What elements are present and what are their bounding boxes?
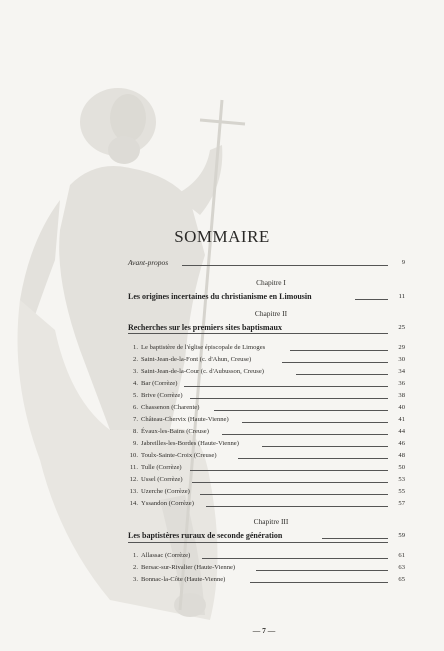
item-number: 1. [133, 552, 138, 559]
item-label: Tulle (Corrèze) [141, 464, 182, 471]
chapter-rule [128, 333, 388, 334]
item-label: Bonnac-la-Côte (Haute-Vienne) [141, 576, 226, 583]
page-number: 63 [398, 564, 405, 571]
leader-line [322, 538, 388, 539]
item-number: 7. [133, 416, 138, 423]
item-label: Brive (Corrèze) [141, 392, 183, 399]
chapter-label: Chapitre III [253, 517, 289, 526]
leader-line [242, 422, 388, 423]
toc-entry[interactable] [0, 573, 444, 586]
leader-line [282, 362, 388, 363]
page-number: 38 [398, 392, 405, 399]
toc-entry-intro[interactable] [0, 256, 444, 269]
leader-line [184, 386, 388, 387]
page-title: SOMMAIRE [174, 227, 270, 246]
item-number: 2. [133, 356, 138, 363]
item-number: 8. [133, 428, 138, 435]
page-number: 11 [398, 293, 405, 300]
chapter-heading: Les origines incertaines du christianisme en Limousin [128, 292, 312, 301]
page-number: 29 [398, 344, 405, 351]
page-number: 34 [398, 368, 405, 375]
page-number: 25 [398, 324, 405, 331]
item-label: Saint-Jean-de-la-Cour (c. d'Aubusson, Creuse) [141, 368, 264, 375]
leader-line [262, 446, 388, 447]
page-number: 53 [398, 476, 405, 483]
item-number: 6. [133, 404, 138, 411]
item-number: 4. [133, 380, 138, 387]
leader-line [290, 350, 388, 351]
chapter-label: Chapitre II [254, 309, 288, 318]
page-number: 50 [398, 464, 405, 471]
page-number: 57 [398, 500, 405, 507]
toc-chapter-heading[interactable] [0, 529, 444, 542]
item-number: 13. [129, 488, 138, 495]
item-number: 3. [133, 576, 138, 583]
leader-line [190, 398, 388, 399]
page-number: 48 [398, 452, 405, 459]
page-number: 55 [398, 488, 405, 495]
leader-line [214, 410, 388, 411]
item-number: 5. [133, 392, 138, 399]
leader-line [206, 506, 388, 507]
leader-line [256, 570, 388, 571]
intro-label: Avant-propos [128, 258, 169, 267]
item-number: 10. [129, 452, 138, 459]
item-label: Le baptistère de l'église épiscopale de Limoges [141, 344, 266, 351]
item-label: Bar (Corrèze) [141, 380, 178, 387]
page-number: 40 [398, 404, 405, 411]
page-number: 36 [398, 380, 405, 387]
chapter-heading: Recherches sur les premiers sites baptismaux [128, 323, 282, 332]
leader-line [182, 265, 388, 266]
leader-line [250, 582, 388, 583]
item-label: Chassenon (Charente) [141, 404, 200, 411]
leader-line [190, 470, 388, 471]
leader-line [296, 374, 388, 375]
page-number: 9 [401, 259, 405, 266]
item-number: 1. [133, 344, 138, 351]
item-number: 14. [129, 500, 138, 507]
page-number: 61 [398, 552, 405, 559]
page-number: 59 [398, 532, 405, 539]
toc-chapter-heading[interactable] [0, 290, 444, 303]
leader-line [238, 458, 388, 459]
page-number: 44 [398, 428, 405, 435]
chapter-label: Chapitre I [256, 278, 286, 287]
item-label: Château-Chervix (Haute-Vienne) [141, 416, 229, 423]
leader-line [202, 558, 388, 559]
item-number: 2. [133, 564, 138, 571]
leader-line [192, 482, 388, 483]
chapter-heading: Les baptistères ruraux de seconde génération [128, 531, 283, 540]
item-label: Saint-Jean-de-la-Font (c. d'Ahun, Creuse) [141, 356, 252, 363]
item-number: 11. [130, 464, 138, 471]
item-label: Allassac (Corrèze) [141, 552, 191, 559]
item-label: Bersac-sur-Rivalier (Haute-Vienne) [141, 564, 236, 571]
item-label: Jabreilles-les-Bordes (Haute-Vienne) [141, 440, 239, 447]
item-number: 9. [133, 440, 138, 447]
page-footer: — 7 — [252, 626, 276, 635]
item-number: 12. [129, 476, 138, 483]
page-number: 46 [398, 440, 405, 447]
item-label: Yssandon (Corrèze) [141, 500, 194, 507]
leader-line [222, 434, 388, 435]
item-label: Uzerche (Corrèze) [141, 488, 190, 495]
page-number: 41 [398, 416, 405, 423]
leader-line [200, 494, 388, 495]
item-label: Évaux-les-Bains (Creuse) [141, 428, 209, 435]
page-number: 30 [398, 356, 405, 363]
item-label: Toulx-Sainte-Croix (Creuse) [141, 452, 217, 459]
item-label: Ussel (Corrèze) [141, 476, 183, 483]
toc-entry[interactable] [0, 497, 444, 510]
page-number: 65 [398, 576, 405, 583]
item-number: 3. [133, 368, 138, 375]
chapter-rule [128, 542, 388, 543]
